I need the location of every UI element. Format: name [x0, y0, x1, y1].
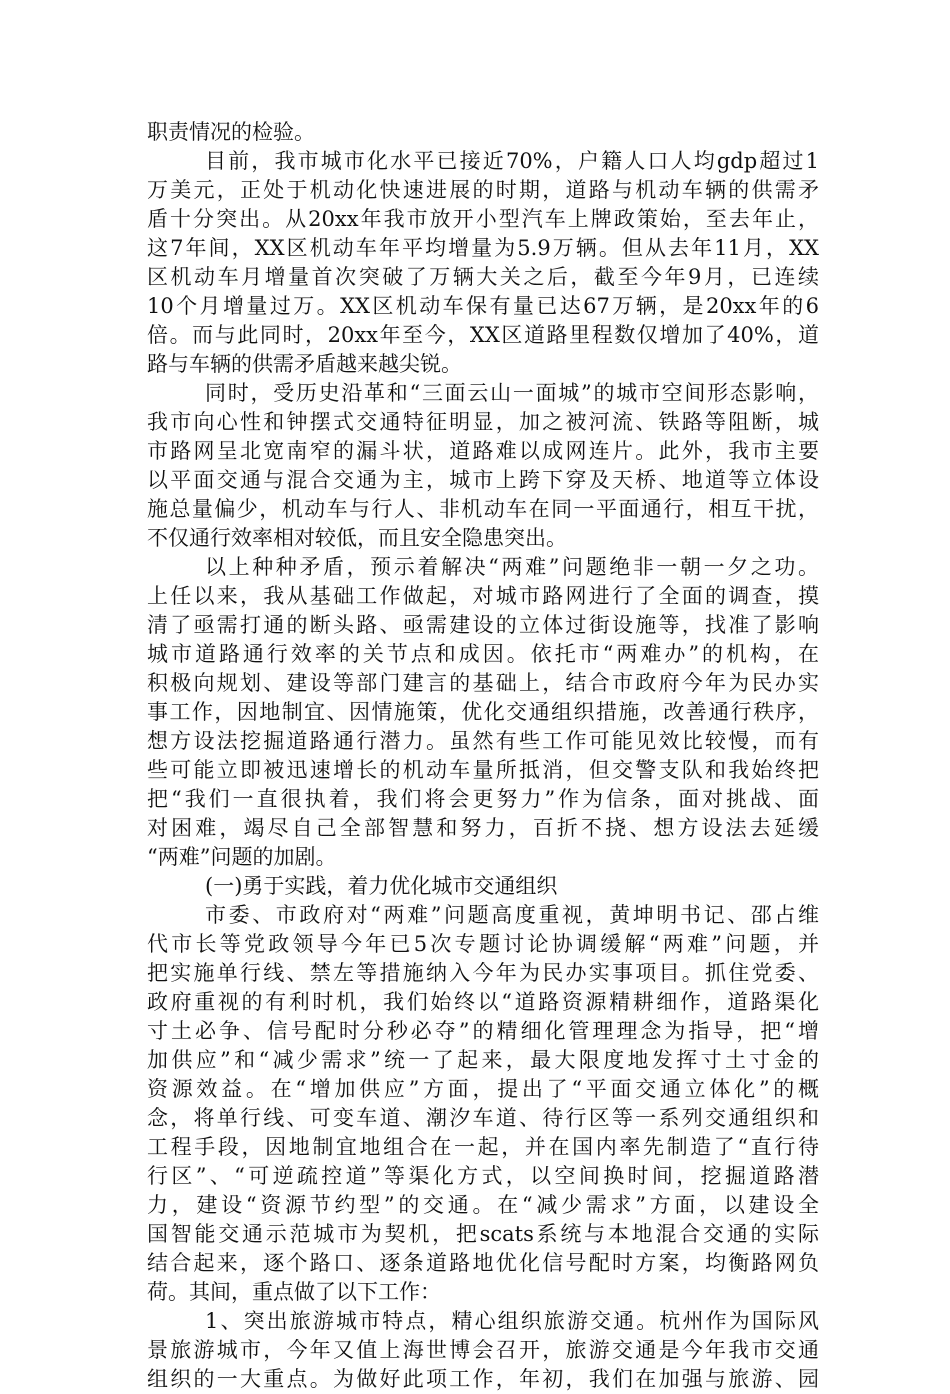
text-line: 同时，受历史沿革和“三面云山一面城”的城市空间形态影响， [205, 381, 819, 405]
text-line: 把“我们一直很执着，我们将会更努力”作为信条，面对挑战、面 [147, 787, 819, 811]
text-line: 不仅通行效率相对较低，而且安全隐患突出。 [147, 526, 567, 550]
text-line: 职责情况的检验。 [147, 120, 315, 144]
text-line: 结合起来，逐个路口、逐条道路地优化信号配时方案，均衡路网负 [147, 1251, 819, 1275]
text-line: “两难”问题的加剧。 [147, 845, 337, 869]
text-line: 想方设法挖掘道路通行潜力。虽然有些工作可能见效比较慢，而有 [147, 729, 819, 753]
text-line: 10个月增量过万。XX区机动车保有量已达67万辆，是20xx年的6 [147, 294, 819, 318]
text-line: 市委、市政府对“两难”问题高度重视，黄坤明书记、邵占维 [205, 903, 819, 927]
text-line: 对困难，竭尽自己全部智慧和努力，百折不挠、想方设法去延缓 [147, 816, 819, 840]
text-line: 些可能立即被迅速增长的机动车量所抵消，但交警支队和我始终把 [147, 758, 819, 782]
text-line: 我市向心性和钟摆式交通特征明显，加之被河流、铁路等阻断，城 [147, 410, 819, 434]
text-line: 以上种种矛盾，预示着解决“两难”问题绝非一朝一夕之功。 [205, 555, 819, 579]
text-line: 代市长等党政领导今年已5次专题讨论协调缓解“两难”问题，并 [147, 932, 819, 956]
text-line: 政府重视的有利时机，我们始终以“道路资源精耕细作，道路渠化 [147, 990, 819, 1014]
text-line: 城市道路通行效率的关节点和成因。依托市“两难办”的机构，在 [147, 642, 819, 666]
text-line: 万美元，正处于机动化快速进展的时期，道路与机动车辆的供需矛 [147, 178, 819, 202]
text-line: 目前，我市城市化水平已接近70%，户籍人口人均gdp超过1 [205, 149, 819, 173]
text-line: 工程手段，因地制宜地组合在一起，并在国内率先制造了“直行待 [147, 1135, 819, 1159]
text-line: 1、突出旅游城市特点，精心组织旅游交通。杭州作为国际风 [205, 1309, 819, 1333]
document-body [147, 118, 819, 1394]
text-line: 区机动车月增量首次突破了万辆大关之后，截至今年9月，已连续 [147, 265, 819, 289]
text-line: 把实施单行线、禁左等措施纳入今年为民办实事项目。抓住党委、 [147, 961, 819, 985]
text-line: 清了亟需打通的断头路、亟需建设的立体过街设施等，找准了影响 [147, 613, 819, 637]
text-line: 行区”、“可逆疏控道”等渠化方式，以空间换时间，挖掘道路潜 [147, 1164, 819, 1188]
text-line: (一)勇于实践，着力优化城市交通组织 [205, 874, 558, 898]
text-line: 以平面交通与混合交通为主，城市上跨下穿及天桥、地道等立体设 [147, 468, 819, 492]
text-line: 盾十分突出。从20xx年我市放开小型汽车上牌政策始，至去年止， [147, 207, 819, 231]
text-line: 市路网呈北宽南窄的漏斗状，道路难以成网连片。此外，我市主要 [147, 439, 819, 463]
text-line: 这7年间，XX区机动车年平均增量为5.9万辆。但从去年11月，XX [147, 236, 819, 260]
text-line: 事工作，因地制宜、因情施策，优化交通组织措施，改善通行秩序， [147, 700, 819, 724]
text-line: 国智能交通示范城市为契机，把scats系统与本地混合交通的实际 [147, 1222, 819, 1246]
text-line: 积极向规划、建设等部门建言的基础上，结合市政府今年为民办实 [147, 671, 819, 695]
text-line: 组织的一大重点。为做好此项工作，年初，我们在加强与旅游、园 [147, 1367, 819, 1391]
text-line: 荷。其间，重点做了以下工作： [147, 1280, 441, 1304]
text-line: 倍。而与此同时，20xx年至今，XX区道路里程数仅增加了40%，道 [147, 323, 819, 347]
text-line: 寸土必争、信号配时分秒必夺”的精细化管理理念为指导，把“增 [147, 1019, 819, 1043]
text-line: 上任以来，我从基础工作做起，对城市路网进行了全面的调查，摸 [147, 584, 819, 608]
text-line: 念，将单行线、可变车道、潮汐车道、待行区等一系列交通组织和 [147, 1106, 819, 1130]
text-line: 施总量偏少，机动车与行人、非机动车在同一平面通行，相互干扰， [147, 497, 819, 521]
text-line: 资源效益。在“增加供应”方面，提出了“平面交通立体化”的概 [147, 1077, 819, 1101]
text-line: 景旅游城市，今年又值上海世博会召开，旅游交通是今年我市交通 [147, 1338, 819, 1362]
text-line: 加供应”和“减少需求”统一了起来，最大限度地发挥寸土寸金的 [147, 1048, 819, 1072]
text-line: 路与车辆的供需矛盾越来越尖锐。 [147, 352, 462, 376]
text-line: 力，建设“资源节约型”的交通。在“减少需求”方面，以建设全 [147, 1193, 819, 1217]
